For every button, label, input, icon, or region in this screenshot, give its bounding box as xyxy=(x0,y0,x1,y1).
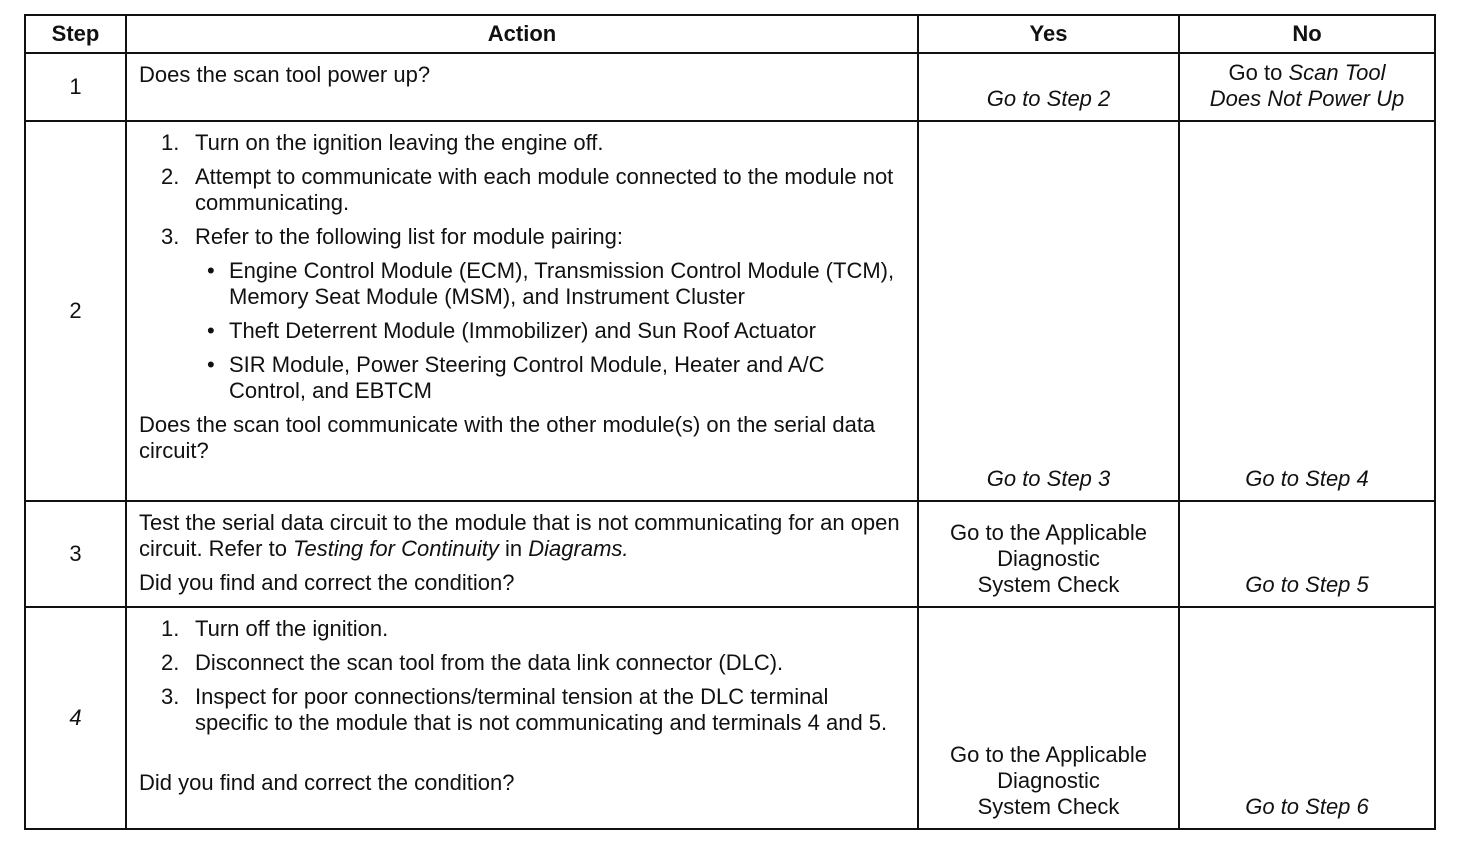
bullet-text: Engine Control Module (ECM), Transmission Control Module (TCM), Memory Seat Module (MSM), and Instrument Cluster xyxy=(229,258,895,309)
reference-link: Testing for Continuity xyxy=(293,536,499,561)
numbered-list xyxy=(139,130,907,404)
step-number: 1 xyxy=(25,53,126,121)
yes-result-line: Go to the Applicable xyxy=(950,742,1147,767)
action-cell xyxy=(126,607,918,829)
list-item xyxy=(139,164,907,216)
table-row xyxy=(25,501,1435,607)
yes-result: Go to Step 2 xyxy=(918,53,1179,121)
diagnostic-table xyxy=(24,14,1436,830)
question-text: Does the scan tool power up? xyxy=(139,62,431,87)
no-result-link-part2: Does Not Power Up xyxy=(1209,86,1405,111)
yes-result-line: System Check xyxy=(977,572,1120,597)
list-number: 1. xyxy=(161,616,180,641)
list-item-text: Turn on the ignition leaving the engine off. xyxy=(195,130,604,155)
no-result-prefix: Go to xyxy=(1228,60,1289,85)
list-item xyxy=(139,616,907,642)
yes-result-line: Go to the Applicable xyxy=(950,520,1147,545)
question-text: Did you find and correct the condition? xyxy=(139,770,515,795)
list-number: 1. xyxy=(161,130,180,155)
no-result: Go to Step 5 xyxy=(1179,501,1435,607)
list-item xyxy=(139,130,907,156)
list-item-text: Refer to the following list for module pairing: xyxy=(195,224,623,249)
list-item-text: Attempt to communicate with each module connected to the module not communicating. xyxy=(195,164,894,215)
table-row xyxy=(25,53,1435,121)
table-row xyxy=(25,121,1435,501)
yes-result xyxy=(918,607,1179,829)
list-item xyxy=(139,650,907,676)
action-cell xyxy=(126,53,918,121)
yes-result-line: Diagnostic xyxy=(997,768,1100,793)
yes-result-line: Diagnostic xyxy=(997,546,1100,571)
table-row xyxy=(25,607,1435,829)
header-no: No xyxy=(1179,15,1435,53)
question-text: Does the scan tool communicate with the other module(s) on the serial data circuit? xyxy=(139,412,876,463)
list-item xyxy=(139,684,907,736)
bullet-glyph: • xyxy=(207,258,215,283)
yes-result-line: System Check xyxy=(977,794,1120,819)
list-item-text: Inspect for poor connections/terminal tension at the DLC terminal specific to the module that is not communicating and terminals 4 and 5. xyxy=(195,684,888,735)
step-number: 2 xyxy=(25,121,126,501)
list-number: 2. xyxy=(161,164,180,189)
yes-result: Go to Step 3 xyxy=(918,121,1179,501)
step-number: 4 xyxy=(25,607,126,829)
instruction-part: Test the serial data circuit to the module that is not communicating for an open circuit. Refer to xyxy=(139,510,900,561)
no-result: Go to Step 6 xyxy=(1179,607,1435,829)
yes-result xyxy=(918,501,1179,607)
step-number: 3 xyxy=(25,501,126,607)
header-action: Action xyxy=(126,15,918,53)
no-result-link-part1: Scan Tool xyxy=(1288,60,1386,85)
action-cell xyxy=(126,501,918,607)
bullet-item xyxy=(195,258,907,310)
list-item-text: Turn off the ignition. xyxy=(195,616,389,641)
list-number: 3. xyxy=(161,224,180,249)
question-text: Did you find and correct the condition? xyxy=(139,570,515,595)
header-row xyxy=(25,15,1435,53)
bullet-text: SIR Module, Power Steering Control Module, Heater and A/C Control, and EBTCM xyxy=(229,352,825,403)
bullet-glyph: • xyxy=(207,352,215,377)
bullet-glyph: • xyxy=(207,318,215,343)
no-result: Go to Step 4 xyxy=(1179,121,1435,501)
bullet-text: Theft Deterrent Module (Immobilizer) and Sun Roof Actuator xyxy=(229,318,816,343)
numbered-list xyxy=(139,616,907,736)
bullet-item xyxy=(195,352,907,404)
bullet-list xyxy=(195,258,907,404)
bullet-item xyxy=(195,318,907,344)
list-number: 2. xyxy=(161,650,180,675)
header-step: Step xyxy=(25,15,126,53)
action-cell xyxy=(126,121,918,501)
list-item-text: Disconnect the scan tool from the data link connector (DLC). xyxy=(195,650,784,675)
reference-link: Diagrams. xyxy=(528,536,629,561)
instruction-part: in xyxy=(498,536,529,561)
instruction-text xyxy=(139,510,907,562)
list-item xyxy=(139,224,907,404)
header-yes: Yes xyxy=(918,15,1179,53)
list-number: 3. xyxy=(161,684,180,709)
no-result xyxy=(1179,53,1435,121)
